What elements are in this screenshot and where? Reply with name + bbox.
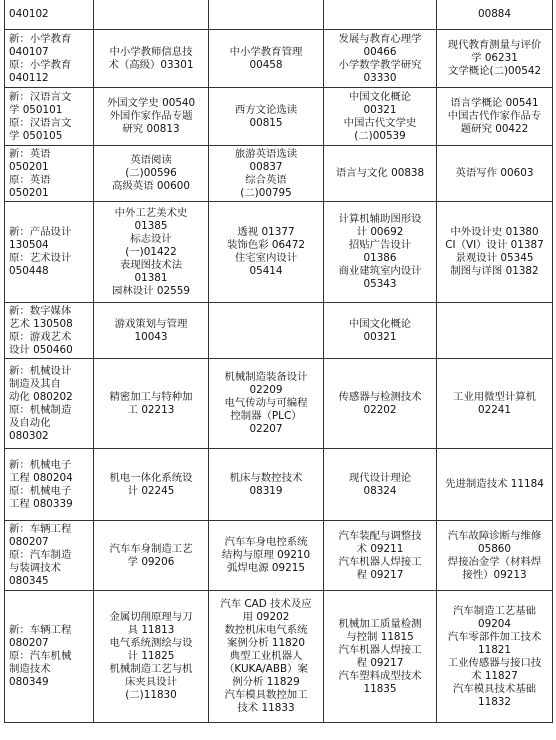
cell-text-line: 新：英语 <box>9 147 51 160</box>
cell-text-line: 汽车零部件加工技术 <box>447 630 542 643</box>
cell-text-line: 汽车制造工艺基础 <box>452 604 537 617</box>
cell-text-line: 表现图技术法 <box>119 258 183 271</box>
cell-text-line: 11832 <box>477 695 512 708</box>
cell-text-line: 01385 <box>134 219 168 232</box>
cell-text-line: 工 02213 <box>127 403 175 416</box>
cell-text-line: 具 11813 <box>127 624 175 636</box>
table-row <box>5 359 553 449</box>
course-cell <box>94 449 209 521</box>
major-cell <box>5 449 94 521</box>
cell-text-line: 汽车车身制造工艺 <box>109 542 193 555</box>
cell-text-line: 130504 <box>9 239 49 251</box>
course-cell <box>437 591 553 723</box>
course-cell <box>94 146 209 202</box>
cell-text-line: 08324 <box>363 484 397 497</box>
cell-text-line: 中外设计史 01380 <box>450 226 539 238</box>
course-cell <box>209 359 324 449</box>
cell-text-line: 汽车 CAD 技术及应 <box>220 598 312 610</box>
table-row <box>5 30 553 88</box>
cell-text-line: 原：汽车机械 <box>9 650 72 662</box>
cell-text-line: 用 09202 <box>242 611 290 623</box>
course-cell <box>94 359 209 449</box>
cell-text-line: 现代设计理论 <box>348 471 412 484</box>
course-table-body <box>5 0 553 723</box>
cell-text-line: 汽车塑料成型技术 <box>338 669 422 682</box>
cell-text-line: 床夹具设计 <box>125 676 177 688</box>
cell-text-line: 及自动化 <box>9 416 51 429</box>
cell-text-line: 典型工业机器人 <box>229 650 303 662</box>
major-cell <box>5 88 94 146</box>
table-row <box>5 146 553 202</box>
table-row <box>5 202 553 303</box>
course-cell <box>209 521 324 591</box>
cell-text-line: 与控制 11815 <box>346 630 414 643</box>
cell-text-line: 工程 080204 <box>9 471 73 484</box>
major-cell <box>5 591 94 723</box>
course-cell <box>209 30 324 88</box>
cell-text-line: 游戏策划与管理 <box>114 317 188 330</box>
table-row <box>5 521 553 591</box>
course-cell <box>209 88 324 146</box>
cell-text-line: 00458 <box>249 58 283 71</box>
cell-text-line: 机械加工质量检测 <box>338 617 422 630</box>
cell-text-line: 透视 01377 <box>237 226 295 238</box>
major-cell <box>5 0 94 30</box>
cell-text-line: 02241 <box>477 403 512 416</box>
course-cell <box>324 449 437 521</box>
cell-text-line: 00815 <box>249 116 283 129</box>
major-cell <box>5 202 94 303</box>
cell-text-line: 中小学教师信息技 <box>109 45 193 58</box>
cell-text-line: 中国古代作家作品专 <box>447 110 542 122</box>
cell-text-line: 英语阅读 <box>130 154 172 166</box>
cell-text-line: 机械制造装备设计 <box>224 371 308 383</box>
cell-text-line: 计 00692 <box>356 226 404 238</box>
cell-text-line: 05343 <box>363 278 397 290</box>
cell-text-line: 计 02245 <box>127 484 175 497</box>
cell-text-line: （KUKA/ABB）案 <box>224 663 308 675</box>
cell-text-line: 040102 <box>9 8 49 20</box>
course-cell <box>437 88 553 146</box>
course-cell <box>324 359 437 449</box>
cell-text-line: 术 09211 <box>356 542 404 555</box>
cell-text-line: 装饰色彩 06472 <box>227 239 305 251</box>
cell-text-line: 技术 11833 <box>237 702 295 714</box>
cell-text-line: 西方文论选读 <box>234 103 298 116</box>
cell-text-line: 金属切削原理与刀 <box>109 611 193 623</box>
cell-text-line: 焊接冶金学（材料焊 <box>447 555 542 568</box>
cell-text-line: 计算机辅助图形设 <box>338 213 422 225</box>
cell-text-line: 01386 <box>363 252 397 264</box>
cell-text-line: 中国文化概论 <box>348 90 412 103</box>
cell-text-line: 控制器（PLC） <box>230 410 302 422</box>
cell-text-line: 数控机床电气系统 <box>224 624 308 636</box>
cell-text-line: 计 11825 <box>127 650 175 662</box>
cell-text-line: 制造技术 <box>9 663 51 675</box>
cell-text-line: 机床与数控技术 <box>229 471 303 484</box>
cell-text-line: 研究 00813 <box>122 123 180 135</box>
cell-text-line: 050201 <box>9 160 49 173</box>
cell-text-line: 05860 <box>477 542 512 555</box>
cell-text-line: (二)00795 <box>240 186 292 199</box>
course-cell <box>324 521 437 591</box>
cell-text-line: 01381 <box>134 271 168 284</box>
table-row <box>5 88 553 146</box>
cell-text-line: 小学数学教学研究 <box>338 58 422 71</box>
cell-text-line: 传感器与检测技术 <box>338 390 422 403</box>
cell-text-line: 11821 <box>477 643 512 656</box>
cell-text-line: 招贴广告设计 <box>348 239 412 251</box>
cell-text-line: 09204 <box>477 617 512 630</box>
cell-text-line: 发展与教育心理学 <box>338 32 422 45</box>
cell-text-line: 00837 <box>249 160 283 173</box>
cell-text-line: 外国文学史 00540 <box>106 97 196 109</box>
course-cell <box>437 30 553 88</box>
cell-text-line: 题研究 00422 <box>460 123 529 135</box>
cell-text-line: (二)00539 <box>354 129 406 142</box>
course-cell <box>437 202 553 303</box>
cell-text-line: 语言学概论 00541 <box>450 97 539 109</box>
course-cell <box>94 521 209 591</box>
cell-text-line: 电气系统测绘与设 <box>109 637 193 649</box>
cell-text-line: (一)01422 <box>125 245 177 258</box>
major-cell <box>5 359 94 449</box>
cell-text-line: 汽车故障诊断与维修 <box>447 529 542 542</box>
cell-text-line: 汽车机器人焊接工 <box>338 555 422 568</box>
cell-text-line: 02207 <box>249 423 283 435</box>
cell-text-line: 园林设计 02559 <box>112 284 190 297</box>
cell-text-line: 新：车辆工程 <box>9 523 72 535</box>
cell-text-line: 电气传动与可编程 <box>224 397 308 409</box>
table-row <box>5 591 553 723</box>
cell-text-line: 050448 <box>9 265 49 277</box>
cell-text-line: 机械制造工艺与机 <box>109 663 193 675</box>
cell-text-line: 术（高级）03301 <box>108 58 194 71</box>
cell-text-line: 080349 <box>9 676 49 688</box>
table-row <box>5 449 553 521</box>
cell-text-line: 与装调技术 <box>9 562 61 574</box>
cell-text-line: 综合英语 <box>245 173 287 186</box>
cell-text-line: 英语写作 00603 <box>455 167 534 179</box>
course-cell <box>94 30 209 88</box>
cell-text-line: 汽车模具技术基础 <box>452 682 537 695</box>
cell-text-line: 11835 <box>363 682 397 695</box>
course-cell <box>94 0 209 30</box>
cell-text-line: 中小学教育管理 <box>229 45 303 58</box>
cell-text-line: CI（VI）设计 01387 <box>445 239 544 251</box>
major-cell <box>5 303 94 359</box>
cell-text-line: 00884 <box>477 8 512 20</box>
course-cell <box>437 303 553 359</box>
cell-text-line: 结构与原理 09210 <box>221 549 311 561</box>
course-cell <box>324 30 437 88</box>
cell-text-line: 接性）09213 <box>462 568 527 581</box>
course-cell <box>209 591 324 723</box>
cell-text-line: 例分析 11829 <box>232 676 300 688</box>
cell-text-line: (二)11830 <box>125 689 177 701</box>
cell-text-line: 高级英语 00600 <box>112 180 190 192</box>
cell-text-line: 新：汉语言文 <box>9 90 72 103</box>
cell-text-line: 文学概论(二)00542 <box>447 65 542 77</box>
cell-text-line: 汽车装配与调整技 <box>338 529 422 542</box>
course-cell <box>94 202 209 303</box>
cell-text-line: 精密加工与特种加 <box>109 390 193 403</box>
course-cell <box>437 0 553 30</box>
course-cell <box>209 202 324 303</box>
course-cell <box>437 359 553 449</box>
cell-text-line: 原：小学教育 <box>9 58 72 71</box>
course-cell <box>437 449 553 521</box>
cell-text-line: 新：小学教育 <box>9 32 72 45</box>
major-cell <box>5 30 94 88</box>
cell-text-line: 10043 <box>134 330 168 343</box>
cell-text-line: 工业传感器与接口技 <box>447 656 542 669</box>
cell-text-line: 住宅室内设计 <box>234 252 298 264</box>
cell-text-line: 学 09206 <box>127 555 175 568</box>
cell-text-line: 原：机械制造 <box>9 403 72 416</box>
cell-text-line: 中外工艺美术史 <box>114 206 188 219</box>
cell-text-line: 02202 <box>363 403 397 416</box>
cell-text-line: (二)00596 <box>125 167 177 179</box>
cell-text-line: 02209 <box>249 384 283 396</box>
cell-text-line: 新：产品设计 <box>9 226 72 238</box>
cell-text-line: 00321 <box>363 330 397 343</box>
course-cell <box>94 591 209 723</box>
cell-text-line: 原：英语 <box>9 173 51 186</box>
cell-text-line: 景观设计 05345 <box>455 252 534 264</box>
cell-text-line: 工程 080339 <box>9 497 73 510</box>
cell-text-line: 原：艺术设计 <box>9 252 72 264</box>
major-cell <box>5 521 94 591</box>
cell-text-line: 新：机械电子 <box>9 458 72 471</box>
cell-text-line: 080302 <box>9 429 49 442</box>
course-cell <box>324 146 437 202</box>
table-row <box>5 0 553 30</box>
cell-text-line: 040107 <box>9 45 49 58</box>
course-cell <box>437 521 553 591</box>
cell-text-line: 商业建筑室内设计 <box>338 265 422 277</box>
major-cell <box>5 146 94 202</box>
cell-text-line: 艺术 130508 <box>9 317 73 330</box>
cell-text-line: 汽车机器人焊接工 <box>338 643 422 656</box>
course-cell <box>324 591 437 723</box>
cell-text-line: 原：汉语言文 <box>9 116 72 129</box>
cell-text-line: 03330 <box>363 71 397 84</box>
cell-text-line: 原：游戏艺术 <box>9 330 72 343</box>
table-row <box>5 303 553 359</box>
cell-text-line: 制造及其自 <box>9 377 61 390</box>
cell-text-line: 外国作家作品专题 <box>109 110 193 122</box>
cell-text-line: 制图与详图 01382 <box>450 265 539 277</box>
cell-text-line: 080207 <box>9 637 49 649</box>
cell-text-line: 汽车车身电控系统 <box>224 536 308 548</box>
cell-text-line: 设计 050460 <box>9 343 73 356</box>
cell-text-line: 程 09217 <box>356 656 404 669</box>
cell-text-line: 08319 <box>249 484 283 497</box>
cell-text-line: 机电一体化系统设 <box>109 471 193 484</box>
cell-text-line: 案例分析 11820 <box>227 637 305 649</box>
cell-text-line: 新：车辆工程 <box>9 624 72 636</box>
cell-text-line: 050201 <box>9 186 49 199</box>
cell-text-line: 新：数字媒体 <box>9 304 72 317</box>
cell-text-line: 旅游英语选读 <box>234 147 298 160</box>
course-cell <box>437 146 553 202</box>
cell-text-line: 中国古代文学史 <box>343 116 417 129</box>
course-cell <box>209 449 324 521</box>
cell-text-line: 学 050105 <box>9 129 63 142</box>
cell-text-line: 080345 <box>9 575 49 587</box>
course-cell <box>324 303 437 359</box>
cell-text-line: 原：汽车制造 <box>9 549 72 561</box>
cell-text-line: 学 06231 <box>471 52 518 64</box>
course-cell <box>324 202 437 303</box>
cell-text-line: 程 09217 <box>356 568 404 581</box>
course-cell <box>209 146 324 202</box>
course-cell <box>209 0 324 30</box>
cell-text-line: 040112 <box>9 71 49 84</box>
cell-text-line: 动化 080202 <box>9 390 73 403</box>
course-cell <box>324 88 437 146</box>
cell-text-line: 中国文化概论 <box>348 317 412 330</box>
cell-text-line: 新：机械设计 <box>9 364 72 377</box>
cell-text-line: 先进制造技术 11184 <box>445 478 544 490</box>
cell-text-line: 现代教育测量与评价 <box>447 39 542 51</box>
cell-text-line: 标志设计 <box>130 232 172 245</box>
cell-text-line: 语言与文化 00838 <box>335 167 425 179</box>
cell-text-line: 原：机械电子 <box>9 484 72 497</box>
cell-text-line: 05414 <box>249 265 283 277</box>
cell-text-line: 00321 <box>363 103 397 116</box>
course-table <box>4 0 553 723</box>
cell-text-line: 弧焊电源 09215 <box>227 562 305 574</box>
course-cell <box>324 0 437 30</box>
course-cell <box>94 303 209 359</box>
course-cell <box>94 88 209 146</box>
cell-text-line: 汽车模具数控加工 <box>224 689 308 701</box>
cell-text-line: 080207 <box>9 536 49 548</box>
cell-text-line: 学 050101 <box>9 103 63 116</box>
cell-text-line: 工业用微型计算机 <box>452 390 537 403</box>
cell-text-line: 术 11827 <box>471 669 518 682</box>
cell-text-line: 00466 <box>363 45 397 58</box>
course-cell <box>209 303 324 359</box>
